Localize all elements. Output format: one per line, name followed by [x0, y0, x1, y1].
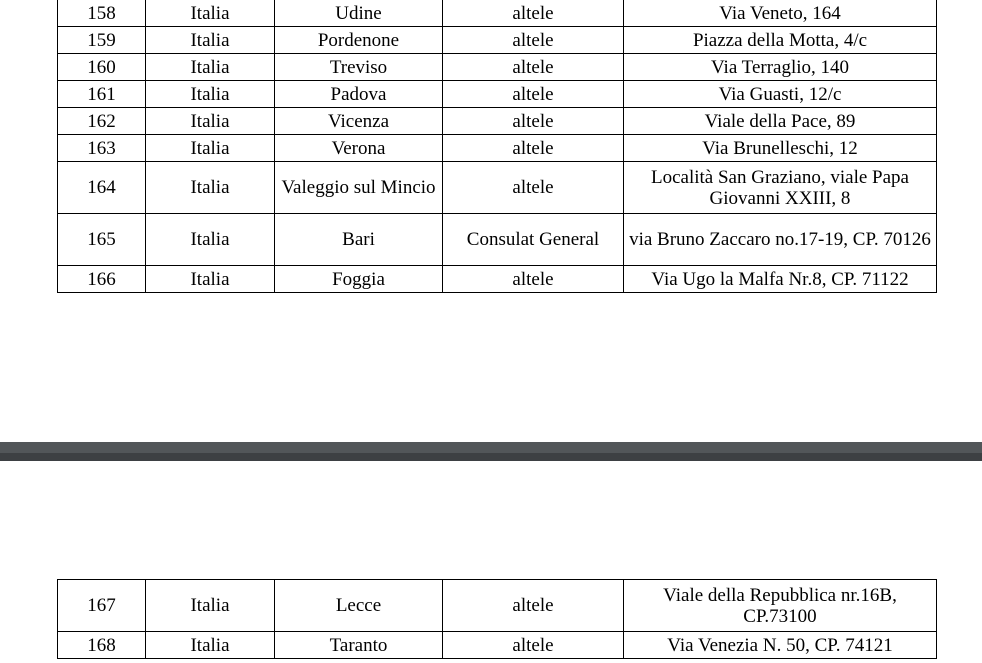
country-cell: Italia — [146, 54, 275, 81]
country-cell: Italia — [146, 580, 275, 632]
country-cell: Italia — [146, 27, 275, 54]
table-row — [58, 632, 937, 659]
address-cell: Viale della Repubblica nr.16B, CP.73100 — [624, 580, 937, 632]
country-cell: Italia — [146, 108, 275, 135]
table-row — [58, 81, 937, 108]
table-row — [58, 108, 937, 135]
row-number-cell: 167 — [58, 580, 146, 632]
office-type-cell: altele — [443, 0, 624, 27]
country-cell: Italia — [146, 162, 275, 214]
table-row — [58, 54, 937, 81]
table-body-bottom — [58, 580, 937, 659]
row-number-cell: 163 — [58, 135, 146, 162]
city-cell: Valeggio sul Mincio — [275, 162, 443, 214]
address-cell: via Bruno Zaccaro no.17-19, CP. 70126 — [624, 214, 937, 266]
table-body-top — [58, 0, 937, 293]
address-cell: Via Brunelleschi, 12 — [624, 135, 937, 162]
address-cell: Via Venezia N. 50, CP. 74121 — [624, 632, 937, 659]
consulate-table-top — [57, 0, 937, 293]
row-number-cell: 161 — [58, 81, 146, 108]
city-cell: Verona — [275, 135, 443, 162]
address-cell: Viale della Pace, 89 — [624, 108, 937, 135]
office-type-cell: altele — [443, 162, 624, 214]
row-number-cell: 158 — [58, 0, 146, 27]
row-number-cell: 168 — [58, 632, 146, 659]
city-cell: Lecce — [275, 580, 443, 632]
city-cell: Treviso — [275, 54, 443, 81]
address-cell: Piazza della Motta, 4/c — [624, 27, 937, 54]
office-type-cell: altele — [443, 580, 624, 632]
country-cell: Italia — [146, 0, 275, 27]
office-type-cell: altele — [443, 632, 624, 659]
address-cell: Via Terraglio, 140 — [624, 54, 937, 81]
country-cell: Italia — [146, 81, 275, 108]
office-type-cell: altele — [443, 54, 624, 81]
row-number-cell: 164 — [58, 162, 146, 214]
city-cell: Vicenza — [275, 108, 443, 135]
address-cell: Via Veneto, 164 — [624, 0, 937, 27]
city-cell: Foggia — [275, 266, 443, 293]
country-cell: Italia — [146, 632, 275, 659]
consulate-table-bottom — [57, 579, 937, 659]
row-number-cell: 159 — [58, 27, 146, 54]
table-row — [58, 135, 937, 162]
table-row — [58, 580, 937, 632]
table-row — [58, 27, 937, 54]
address-cell: Via Ugo la Malfa Nr.8, CP. 71122 — [624, 266, 937, 293]
country-cell: Italia — [146, 214, 275, 266]
row-number-cell: 160 — [58, 54, 146, 81]
office-type-cell: altele — [443, 81, 624, 108]
table-row — [58, 266, 937, 293]
country-cell: Italia — [146, 266, 275, 293]
page-separator — [0, 442, 982, 461]
table-row — [58, 0, 937, 27]
address-cell: Località San Graziano, viale Papa Giovanni XXIII, 8 — [624, 162, 937, 214]
address-cell: Via Guasti, 12/c — [624, 81, 937, 108]
office-type-cell: altele — [443, 27, 624, 54]
city-cell: Udine — [275, 0, 443, 27]
city-cell: Bari — [275, 214, 443, 266]
city-cell: Pordenone — [275, 27, 443, 54]
office-type-cell: altele — [443, 266, 624, 293]
city-cell: Taranto — [275, 632, 443, 659]
office-type-cell: altele — [443, 108, 624, 135]
country-cell: Italia — [146, 135, 275, 162]
row-number-cell: 162 — [58, 108, 146, 135]
office-type-cell: altele — [443, 135, 624, 162]
row-number-cell: 166 — [58, 266, 146, 293]
table-row — [58, 214, 937, 266]
table-row — [58, 162, 937, 214]
row-number-cell: 165 — [58, 214, 146, 266]
office-type-cell: Consulat General — [443, 214, 624, 266]
city-cell: Padova — [275, 81, 443, 108]
